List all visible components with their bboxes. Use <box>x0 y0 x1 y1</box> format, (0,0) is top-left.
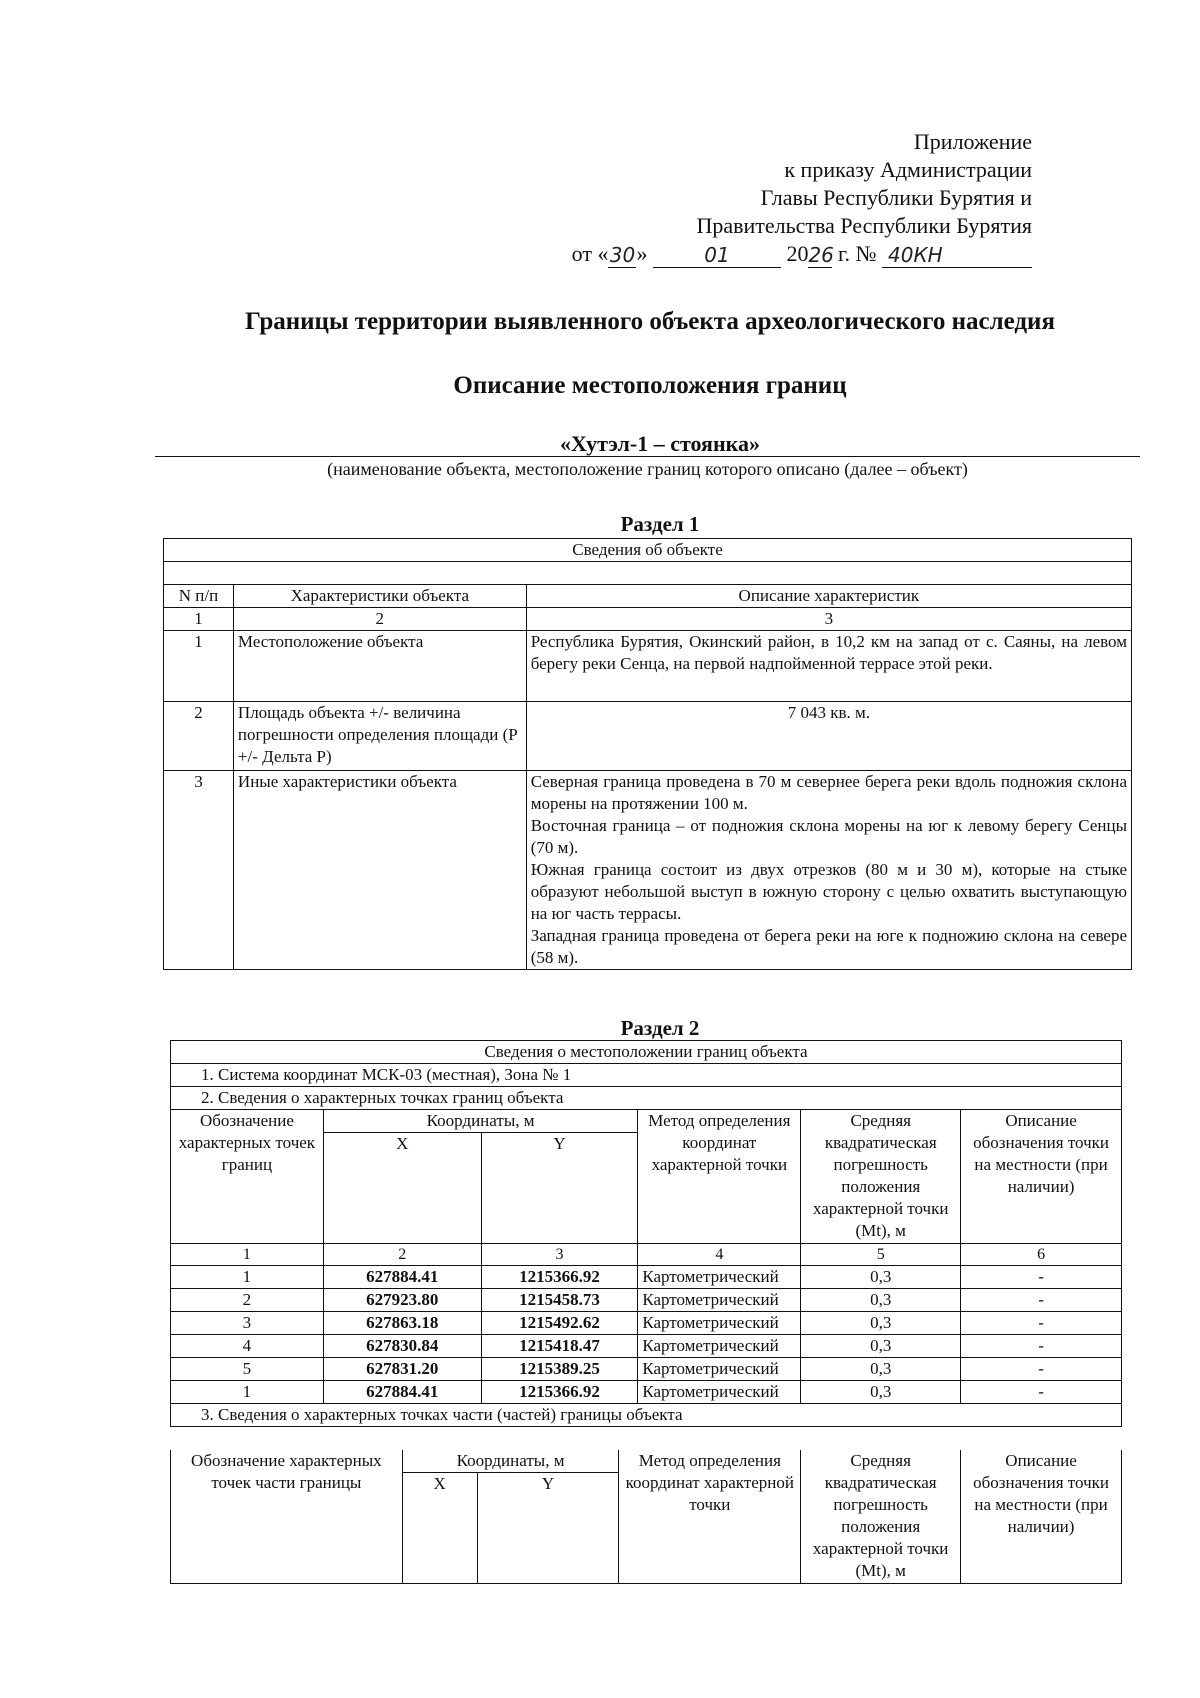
point-error: 0,3 <box>801 1289 961 1312</box>
point-y: 1215389.25 <box>481 1358 638 1381</box>
appendix-line-3: Главы Республики Бурятия и <box>760 185 1032 210</box>
section2-heading: Раздел 2 <box>620 1016 700 1040</box>
table-row <box>171 1358 1122 1381</box>
object-name-underline <box>155 456 1140 457</box>
table-row <box>164 771 1132 970</box>
date-month: 01 <box>653 241 781 268</box>
part-points-header-row <box>171 1450 1122 1473</box>
points-header-row <box>171 1110 1122 1133</box>
part-coordinates-header: Координаты, м <box>402 1450 619 1473</box>
south-boundary-text: Южная граница состоит из двух отрезков (80 м и 30 м), которые на стыке образуют небольшой выступ в южную сторону с целью охватить выступающую на юг часть террасы. <box>530 860 1127 923</box>
point-description: - <box>961 1381 1122 1404</box>
point-x: 627831.20 <box>323 1358 481 1381</box>
table-row <box>164 702 1132 771</box>
east-boundary-text: Восточная граница – от подножия склона морены на юг к левому берегу Сенцы (70 м). <box>530 816 1127 857</box>
point-label: 5 <box>171 1358 324 1381</box>
section1-numbering-row <box>164 608 1132 631</box>
point-error: 0,3 <box>801 1358 961 1381</box>
point-label: 1 <box>171 1266 324 1289</box>
col-index-3: 3 <box>481 1244 638 1266</box>
point-x: 627830.84 <box>323 1335 481 1358</box>
boundary-points-subheading: 2. Сведения о характерных точках границ объекта <box>171 1087 1122 1110</box>
col-index-5: 5 <box>801 1244 961 1266</box>
point-method: Картометрический <box>638 1266 801 1289</box>
section1-heading: Раздел 1 <box>620 512 700 536</box>
object-caption: (наименование объекта, местоположение границ которого описано (далее – объект) <box>327 459 968 479</box>
row-number: 3 <box>164 771 234 970</box>
point-method: Картометрический <box>638 1381 801 1404</box>
point-error: 0,3 <box>801 1381 961 1404</box>
col-index-1: 1 <box>171 1244 324 1266</box>
point-x: 627923.80 <box>323 1289 481 1312</box>
part-error-header: Средняя квадратическая погрешность положения характерной точки (Mt), м <box>801 1450 961 1584</box>
point-label: 3 <box>171 1312 324 1335</box>
appendix-line-2: к приказу Администрации <box>784 157 1032 182</box>
point-method: Картометрический <box>638 1358 801 1381</box>
point-y: 1215366.92 <box>481 1381 638 1404</box>
section1-title-row <box>164 539 1132 562</box>
point-label: 4 <box>171 1335 324 1358</box>
document-title: Границы территории выявленного объекта археологического наследия <box>245 308 1055 335</box>
point-y: 1215418.47 <box>481 1335 638 1358</box>
y-header: Y <box>481 1133 638 1244</box>
row-characteristic: Иные характеристики объекта <box>233 771 526 970</box>
part-method-header: Метод определения координат характерной точки <box>619 1450 801 1584</box>
date-day: 30 <box>609 243 636 267</box>
point-y: 1215458.73 <box>481 1289 638 1312</box>
date-mid: » <box>636 241 648 266</box>
point-y: 1215492.62 <box>481 1312 638 1335</box>
table-row <box>171 1289 1122 1312</box>
appendix-line-1: Приложение <box>913 129 1032 154</box>
row-characteristic: Местоположение объекта <box>233 631 526 702</box>
col-index-3: 3 <box>526 608 1131 631</box>
point-error: 0,3 <box>801 1266 961 1289</box>
table-row <box>171 1266 1122 1289</box>
point-designation-header: Обозначение характерных точек границ <box>171 1110 324 1244</box>
points-numbering-row <box>171 1244 1122 1266</box>
row-number: 1 <box>164 631 234 702</box>
part-location-description-header: Описание обозначения точки на местности (при наличии) <box>961 1450 1122 1584</box>
object-name: «Хутэл-1 – стоянка» <box>560 431 760 456</box>
col-index-4: 4 <box>638 1244 801 1266</box>
section1-table <box>163 538 1132 970</box>
date-prefix: от « <box>571 241 609 266</box>
point-x: 627884.41 <box>323 1266 481 1289</box>
table-row <box>171 1335 1122 1358</box>
boundary-parts-subheading-row <box>171 1404 1122 1427</box>
document-subtitle: Описание местоположения границ <box>453 372 847 399</box>
section1-header-row <box>164 585 1132 608</box>
point-description: - <box>961 1335 1122 1358</box>
col-description-header: Описание характеристик <box>526 585 1131 608</box>
method-header: Метод определения координат характерной точки <box>638 1110 801 1244</box>
section2-part-table <box>170 1450 1122 1584</box>
date-year-suffix: 26 <box>808 243 834 267</box>
row-description: 7 043 кв. м. <box>526 702 1131 771</box>
point-description: - <box>961 1266 1122 1289</box>
coordinate-system-row <box>171 1064 1122 1087</box>
point-description: - <box>961 1312 1122 1335</box>
table-row <box>171 1381 1122 1404</box>
order-number: 40КН <box>882 241 1032 268</box>
row-number: 2 <box>164 702 234 771</box>
date-year-after: г. № <box>832 241 877 266</box>
table-row <box>164 631 1132 702</box>
row-description: Республика Бурятия, Окинский район, в 10,2 км на запад от с. Саяны, на левом берегу реки Сенца, на первой надпойменной террасе этой реки. <box>526 631 1131 702</box>
section1-table-title: Сведения об объекте <box>164 539 1132 562</box>
part-y-header: Y <box>477 1473 619 1584</box>
col-index-2: 2 <box>233 608 526 631</box>
section2-table-title: Сведения о местоположении границ объекта <box>171 1041 1122 1064</box>
point-description: - <box>961 1358 1122 1381</box>
coordinate-system: 1. Система координат МСК-03 (местная), Зона № 1 <box>171 1064 1122 1087</box>
error-header: Средняя квадратическая погрешность положения характерной точки (Mt), м <box>801 1110 961 1244</box>
north-boundary-text: Северная граница проведена в 70 м севернее берега реки вдоль подножия склона морены на протяжении 100 м. <box>530 772 1127 813</box>
part-x-header: X <box>402 1473 477 1584</box>
point-method: Картометрический <box>638 1312 801 1335</box>
table-row <box>171 1312 1122 1335</box>
row-characteristic: Площадь объекта +/- величина погрешности определения площади (Р +/- Дельта Р) <box>233 702 526 771</box>
appendix-line-4: Правительства Республики Бурятия <box>696 213 1032 238</box>
point-x: 627884.41 <box>323 1381 481 1404</box>
col-index-6: 6 <box>961 1244 1122 1266</box>
section1-empty-cell <box>164 562 1132 585</box>
row-description <box>526 771 1131 970</box>
point-description: - <box>961 1289 1122 1312</box>
col-index-2: 2 <box>323 1244 481 1266</box>
section2-title-row <box>171 1041 1122 1064</box>
point-x: 627863.18 <box>323 1312 481 1335</box>
col-number-header: N п/п <box>164 585 234 608</box>
west-boundary-text: Западная граница проведена от берега реки на юге к подножию склона на севере (58 м). <box>530 926 1127 967</box>
boundary-points-subheading-row <box>171 1087 1122 1110</box>
point-method: Картометрический <box>638 1335 801 1358</box>
point-error: 0,3 <box>801 1312 961 1335</box>
point-y: 1215366.92 <box>481 1266 638 1289</box>
order-date-line <box>572 240 1032 268</box>
coordinates-header: Координаты, м <box>323 1110 638 1133</box>
boundary-parts-subheading: 3. Сведения о характерных точках части (частей) границы объекта <box>171 1404 1122 1427</box>
section2-table <box>170 1040 1122 1427</box>
part-point-designation-header: Обозначение характерных точек части границы <box>171 1450 403 1584</box>
location-description-header: Описание обозначения точки на местности (при наличии) <box>961 1110 1122 1244</box>
point-label: 1 <box>171 1381 324 1404</box>
col-index-1: 1 <box>164 608 234 631</box>
section1-spacer-row <box>164 562 1132 585</box>
col-characteristic-header: Характеристики объекта <box>233 585 526 608</box>
point-method: Картометрический <box>638 1289 801 1312</box>
point-error: 0,3 <box>801 1335 961 1358</box>
x-header: X <box>323 1133 481 1244</box>
date-year-prefix: 20 <box>786 241 809 266</box>
point-label: 2 <box>171 1289 324 1312</box>
